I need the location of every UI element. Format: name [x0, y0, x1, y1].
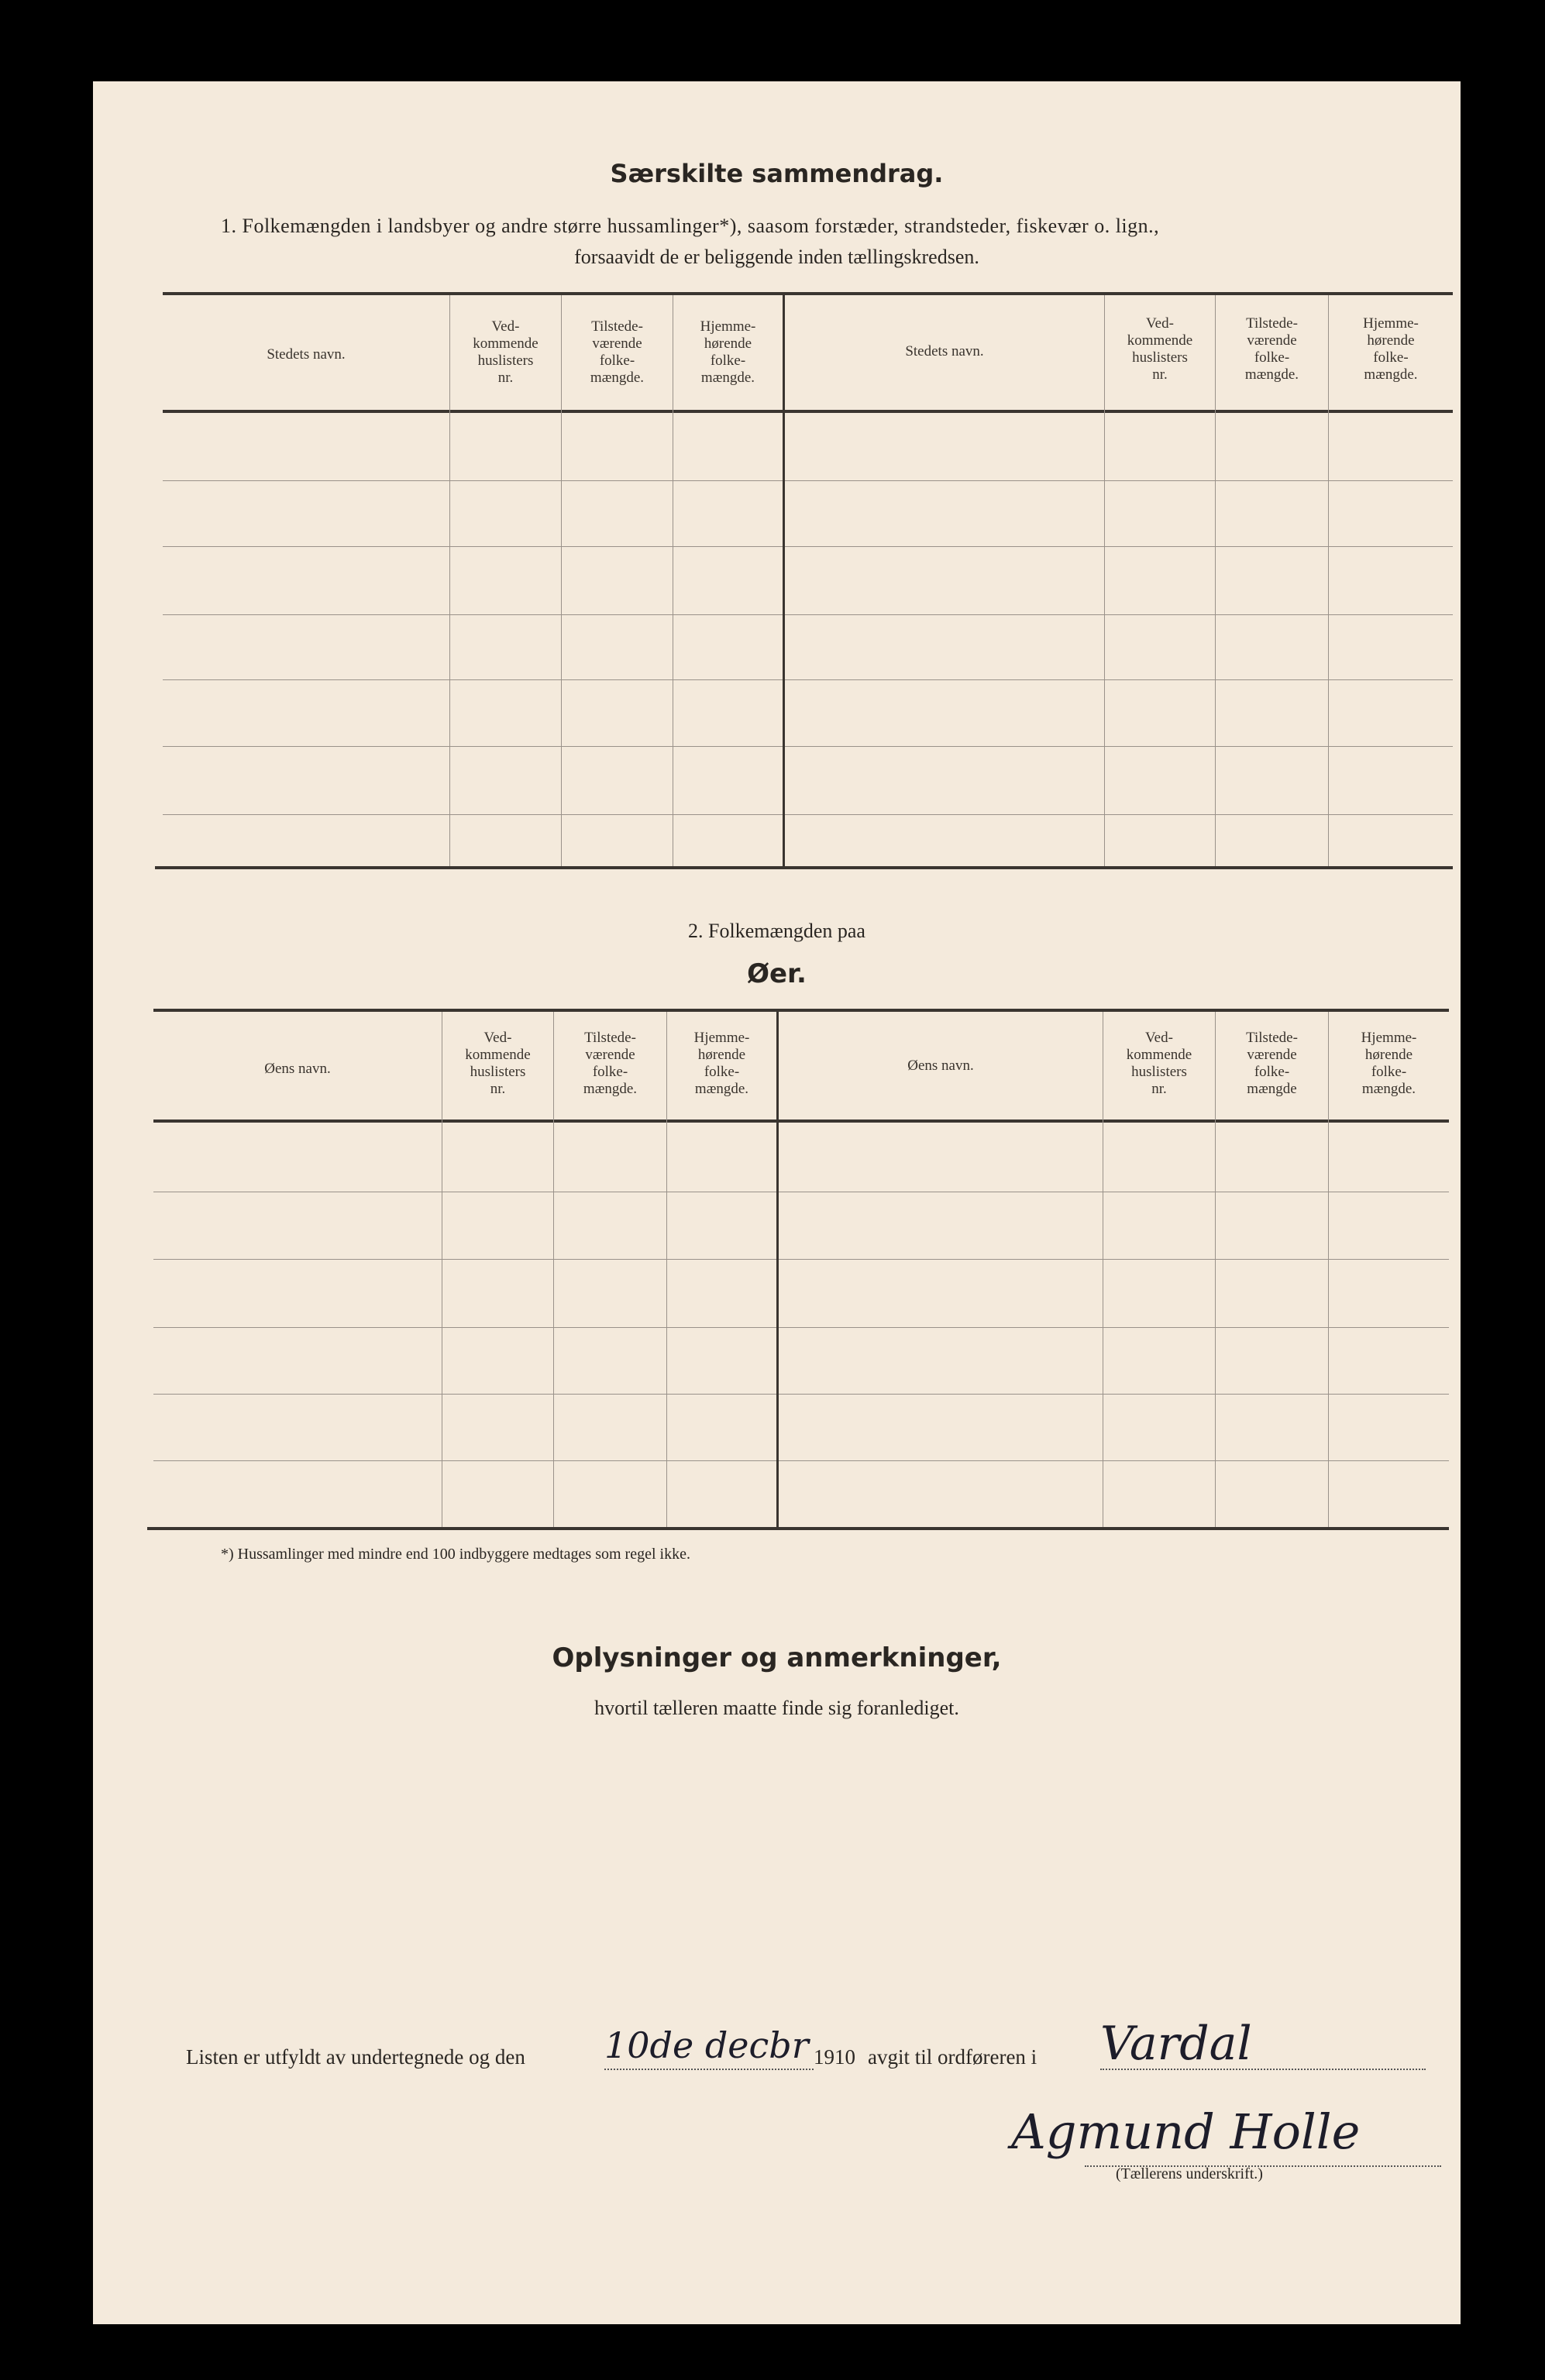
- header-vedkommende-huslisters-right: Ved- kommende huslisters nr.: [1126, 1030, 1192, 1097]
- table-row-line: [153, 1259, 1449, 1260]
- section2-heading: Øer.: [747, 958, 807, 989]
- header-tilstedevaerende: Tilstede- værende folke- mængde.: [583, 1030, 638, 1097]
- handwritten-signature: Agmund Holle: [1011, 2103, 1361, 2160]
- signature-caption: (Tællerens underskrift.): [1116, 2165, 1263, 2182]
- header-vedkommende-huslisters: Ved- kommende huslisters nr.: [465, 1030, 531, 1097]
- signature-year: 1910: [814, 2045, 855, 2069]
- table-row-line: [153, 1327, 1449, 1328]
- table-row-line: [163, 614, 1453, 615]
- handwritten-place: Vardal: [1100, 2017, 1252, 2071]
- handwritten-date: 10de decbr: [604, 2024, 809, 2066]
- table-row-line: [163, 814, 1453, 815]
- section2-line1: 2. Folkemængden paa: [688, 920, 865, 942]
- header-stedets-navn-right: Stedets navn.: [905, 343, 984, 359]
- table-row-line: [163, 746, 1453, 747]
- table-top-rule: [153, 1009, 1449, 1012]
- section1-line2: forsaavidt de er beliggende inden tællingskredsen.: [574, 246, 979, 268]
- header-vedkommende-huslisters: Ved- kommende huslisters nr.: [473, 318, 539, 386]
- header-tilstedevaerende-right: Tilstede- værende folke- mængde: [1246, 1030, 1298, 1097]
- header-hjemmehorende-right: Hjemme- hørende folke- mængde.: [1363, 315, 1419, 383]
- page-title: Særskilte sammendrag.: [610, 159, 944, 188]
- header-stedets-navn: Stedets navn.: [267, 346, 346, 363]
- header-hjemmehorende: Hjemme- hørende folke- mængde.: [700, 318, 756, 386]
- header-hjemmehorende-right: Hjemme- hørende folke- mængde.: [1361, 1030, 1417, 1097]
- header-tilstedevaerende: Tilstede- værende folke- mængde.: [590, 318, 645, 386]
- header-oens-navn: Øens navn.: [264, 1061, 331, 1077]
- table-top-rule: [163, 292, 1453, 295]
- date-dotted-line: [604, 2069, 814, 2070]
- table-row-line: [163, 679, 1453, 680]
- document-page: [93, 81, 1461, 2324]
- section1-line1: 1. Folkemængden i landsbyer og andre større hussamlinger*), saasom forstæder, strandsteder, fiskevær o. lign.,: [221, 215, 1160, 237]
- table-center-divider: [783, 295, 785, 866]
- signature-middle: avgit til ordføreren i: [868, 2045, 1037, 2069]
- header-oens-navn-right: Øens navn.: [907, 1058, 974, 1074]
- header-hjemmehorende: Hjemme- hørende folke- mængde.: [693, 1030, 750, 1097]
- signature-prefix: Listen er utfyldt av undertegnede og den: [186, 2045, 525, 2069]
- remarks-heading: Oplysninger og anmerkninger,: [552, 1642, 1002, 1673]
- table-header-rule: [153, 1119, 1449, 1123]
- table-center-divider: [776, 1012, 779, 1527]
- table-row-line: [153, 1460, 1449, 1461]
- table-row-line: [163, 480, 1453, 481]
- table-bottom-rule: [155, 866, 1453, 869]
- place-dotted-line: [1100, 2069, 1426, 2070]
- header-vedkommende-huslisters-right: Ved- kommende huslisters nr.: [1127, 315, 1193, 383]
- table-bottom-rule: [147, 1527, 1449, 1530]
- table-header-rule: [163, 410, 1453, 413]
- table-row-line: [163, 546, 1453, 547]
- footnote: *) Hussamlinger med mindre end 100 indbyggere medtages som regel ikke.: [221, 1546, 690, 1563]
- header-tilstedevaerende-right: Tilstede- værende folke- mængde.: [1244, 315, 1299, 383]
- table-row-line: [153, 1394, 1449, 1395]
- remarks-subheading: hvortil tælleren maatte finde sig foranlediget.: [594, 1697, 959, 1719]
